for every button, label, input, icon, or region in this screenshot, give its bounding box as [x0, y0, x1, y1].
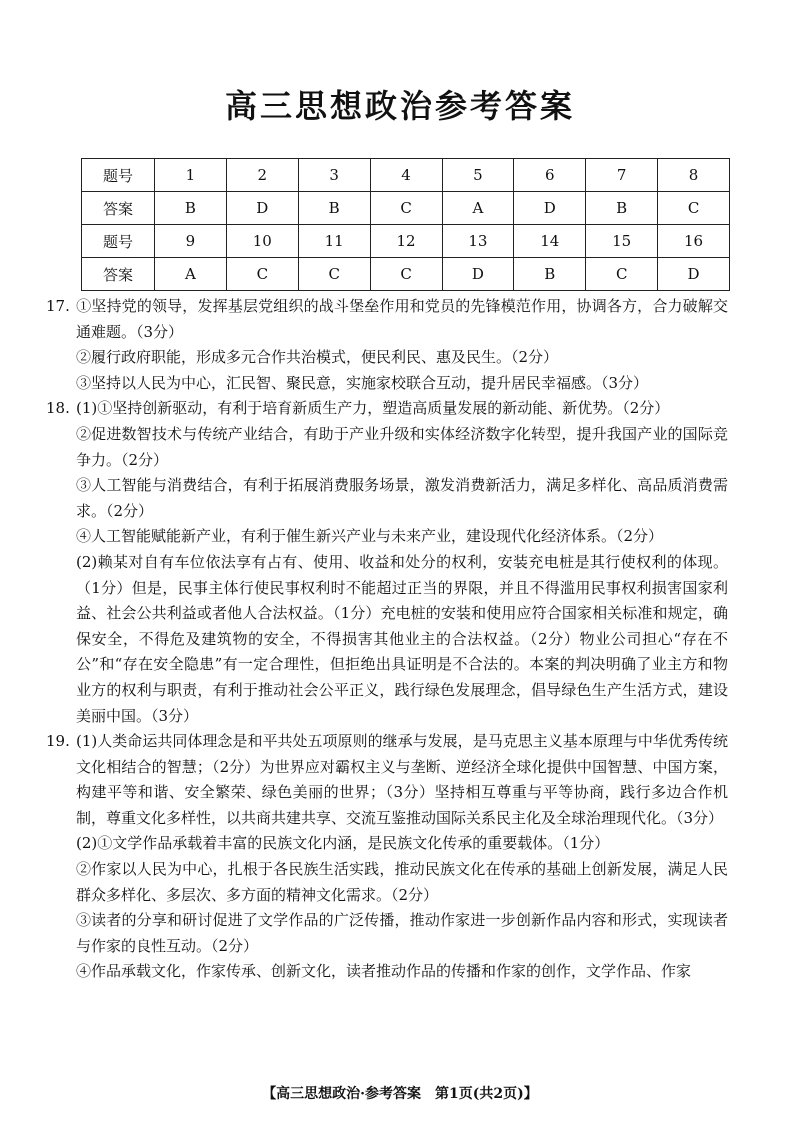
answer-text: ②履行政府职能，形成多元合作共治模式，便民利民、惠及民生。（2分）	[76, 348, 559, 367]
answer-table-cell: D	[442, 258, 514, 291]
answer-table-cell: 5	[442, 159, 514, 192]
answer-table-cell: B	[298, 192, 370, 225]
answer-text: ③坚持以人民为中心，汇民智、聚民意，实施家校联合互动，提升居民幸福感。（3分）	[76, 373, 649, 392]
answer-content	[46, 294, 728, 985]
answer-text: ③读者的分享和研讨促进了文学作品的广泛传播，推动作家进一步创新作品内容和形式，实现读者与作家的良性互动。（2分）	[76, 911, 728, 955]
answer-paragraph	[76, 831, 728, 857]
answer-text: ②作家以人民为中心，扎根于各民族生活实践，推动民族文化在传承的基础上创新发展，满足人民群众多样化、多层次、多方面的精神文化需求。（2分）	[76, 860, 728, 904]
answer-table-cell: 6	[514, 159, 586, 192]
answer-table-cell: 9	[155, 225, 227, 258]
page-title: 高三思想政治参考答案	[224, 87, 575, 125]
answer-paragraph	[76, 422, 728, 473]
answer-table-cell: 8	[658, 159, 730, 192]
answer-table-cell: D	[658, 258, 730, 291]
answer-table-row-header: 答案	[82, 192, 155, 225]
answer-table-cell: 16	[658, 225, 730, 258]
answer-paragraph	[76, 959, 728, 985]
answer-table-row-header: 答案	[82, 258, 155, 291]
answer-table-cell: 1	[155, 159, 227, 192]
answer-table-cell: 14	[514, 225, 586, 258]
answer-table-row	[82, 159, 730, 192]
answer-table-cell: 4	[370, 159, 442, 192]
question-number: 18.	[46, 399, 70, 418]
answer-table-cell: D	[514, 192, 586, 225]
answer-table-cell: C	[370, 258, 442, 291]
answer-text: (1)①坚持创新驱动，有利于培育新质生产力，塑造高质量发展的新动能、新优势。（2分）	[76, 399, 670, 418]
answer-text: (2)赖某对自有车位依法享有占有、使用、收益和处分的权利，安装充电桩是其行使权利的体现。（1分）但是，民事主体行使民事权利时不能超过正当的界限，并且不得滥用民事权利损害国家利益、社会公共利益或者他人合法权益。（1分）充电桩的安装和使用应符合国家相关标准和规定，确保安全，不得危及建筑物的安全，不得损害其他业主的合法权益。（2分）物业公司担心“存在不公”和“存在安全隐患”有一定合理性，但拒绝出具证明是不合法的。本案的判决明确了业主方和物业方的权利与职责，有利于推动社会公平正义，践行绿色发展理念，倡导绿色生产生活方式，建设美丽中国。（3分）	[76, 552, 728, 725]
answer-text: ②促进数智技术与传统产业结合，有助于产业升级和实体经济数字化转型，提升我国产业的国际竞争力。（2分）	[76, 424, 728, 469]
answer-table-body	[82, 159, 730, 291]
answer-paragraph	[76, 857, 728, 908]
answer-table-cell: B	[514, 258, 586, 291]
answer-paragraph	[76, 345, 728, 371]
answer-table-cell: A	[155, 258, 227, 291]
answer-text: (1)人类命运共同体理念是和平共处五项原则的继承与发展，是马克思主义基本原理与中华优秀传统文化相结合的智慧；（2分）为世界应对霸权主义与垄断、逆经济全球化提供中国智慧、中国方案，构建平等和谐、安全繁荣、绿色美丽的世界；（3分）坚持相互尊重与平等协商，践行多边合作机制，尊重文化多样性，以共商共建共享、交流互鉴推动国际关系民主化及全球治理现代化。（3分）	[76, 732, 728, 827]
answer-text: ④人工智能赋能新产业，有利于催生新兴产业与未来产业，建设现代化经济体系。（2分）	[76, 527, 664, 546]
question-number: 17.	[46, 297, 70, 315]
answer-table	[81, 158, 730, 291]
answer-table-cell: D	[226, 192, 298, 225]
answer-table-row	[82, 192, 730, 225]
answer-table-row	[82, 258, 730, 291]
page-footer: 【高三思想政治·参考答案 第1页(共2页)】	[262, 1086, 538, 1102]
answer-paragraph	[76, 473, 728, 524]
answer-table-cell: 2	[226, 159, 298, 192]
answer-table-row	[82, 225, 730, 258]
answer-paragraph	[76, 524, 728, 550]
answer-text: ③人工智能与消费结合，有利于拓展消费服务场景，激发消费新活力，满足多样化、高品质消费需求。（2分）	[76, 476, 728, 520]
answer-table-cell: 3	[298, 159, 370, 192]
answer-paragraph	[76, 550, 728, 729]
answer-table-cell: 7	[586, 159, 658, 192]
answer-paragraph	[46, 729, 728, 831]
question-number: 19.	[46, 732, 70, 751]
answer-paragraph	[46, 396, 728, 422]
answer-table-cell: 12	[370, 225, 442, 258]
answer-table-cell: C	[586, 258, 658, 291]
answer-table-cell: B	[586, 192, 658, 225]
answer-table-cell: C	[658, 192, 730, 225]
answer-paragraph	[46, 294, 728, 345]
answer-text: ④作品承载文化，作家传承、创新文化，读者推动作品的传播和作家的创作，文学作品、作家	[76, 962, 692, 981]
answer-table-cell: 11	[298, 225, 370, 258]
answer-table-cell: C	[226, 258, 298, 291]
answer-text: ①坚持党的领导，发挥基层党组织的战斗堡垒作用和党员的先锋模范作用，协调各方，合力破解交通难题。（3分）	[76, 297, 728, 341]
answer-table-cell: 15	[586, 225, 658, 258]
answer-table-cell: 13	[442, 225, 514, 258]
answer-paragraph	[76, 908, 728, 959]
answer-table-cell: C	[298, 258, 370, 291]
answer-table-cell: A	[442, 192, 514, 225]
answer-text: (2)①文学作品承载着丰富的民族文化内涵，是民族文化传承的重要载体。（1分）	[76, 834, 610, 853]
answer-table-row-header: 题号	[82, 225, 155, 258]
answer-table-cell: C	[370, 192, 442, 225]
answer-table-cell: B	[155, 192, 227, 225]
answer-paragraph	[76, 371, 728, 397]
answer-table-cell: 10	[226, 225, 298, 258]
answer-table-row-header: 题号	[82, 159, 155, 192]
